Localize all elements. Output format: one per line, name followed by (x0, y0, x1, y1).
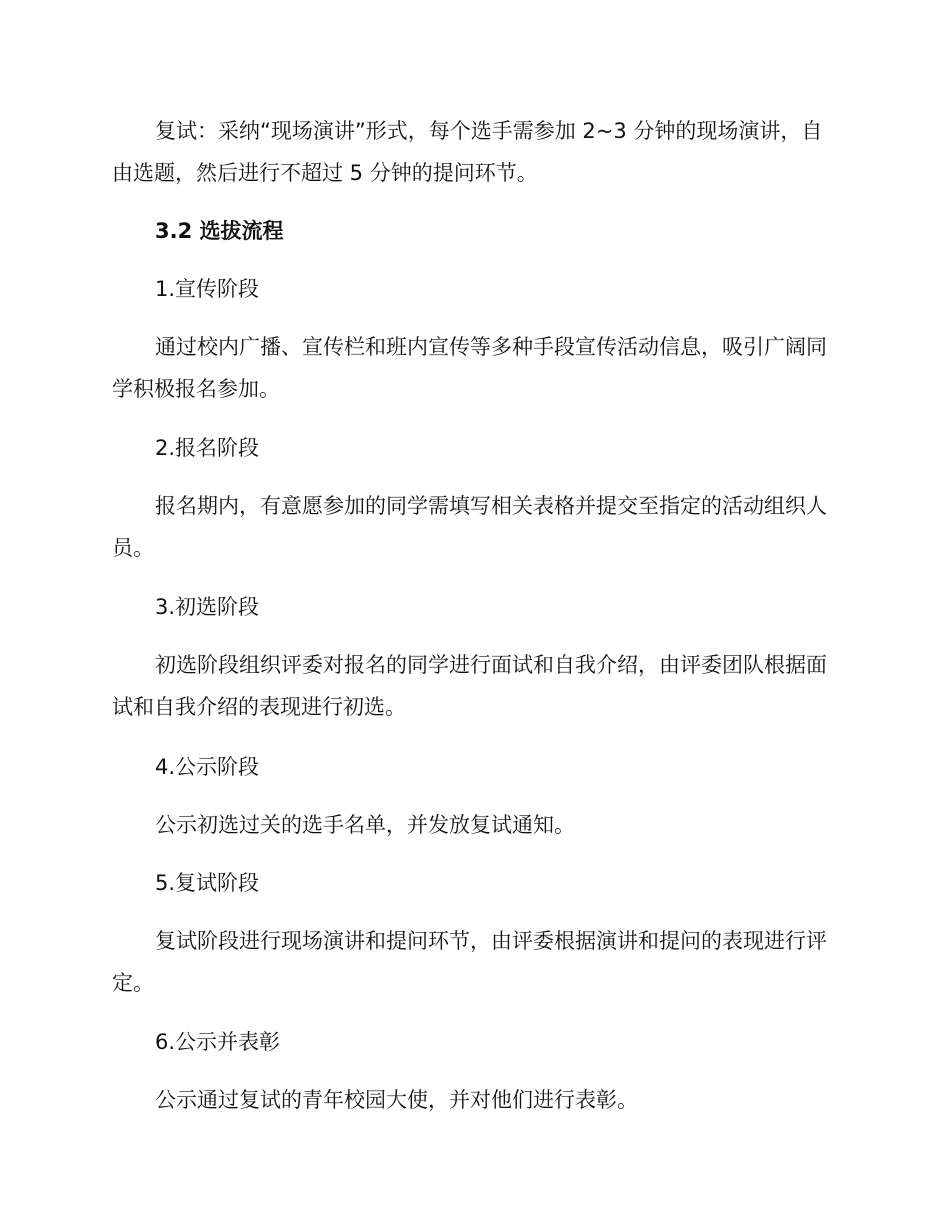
stage-heading-announcement: 4.公示阶段 (155, 755, 260, 779)
paragraph-registration: 报名期内，有意愿参加的同学需填写相关表格并提交至指定的活动组织人员。 (112, 494, 827, 560)
paragraph-commendation: 公示通过复试的青年校园大使，并对他们进行表彰。 (155, 1088, 638, 1112)
paragraph-announcement: 公示初选过关的选手名单，并发放复试通知。 (155, 813, 575, 837)
paragraph-retest-format: 复试：采纳“现场演讲”形式，每个选手需参加 2~3 分钟的现场演讲，自由选题，然后进行不超过 5 分钟的提问环节。 (112, 119, 823, 185)
paragraph-preliminary: 初选阶段组织评委对报名的同学进行面试和自我介绍，由评委团队根据面试和自我介绍的表现进行初选。 (112, 653, 827, 719)
stage-heading-commendation: 6.公示并表彰 (155, 1030, 281, 1054)
paragraph-publicity: 通过校内广播、宣传栏和班内宣传等多种手段宣传活动信息，吸引广阔同学积极报名参加。 (112, 335, 827, 401)
stage-heading-registration: 2.报名阶段 (155, 436, 260, 460)
section-heading-selection-process: 3.2 选拔流程 (155, 219, 284, 243)
stage-heading-publicity: 1.宣传阶段 (155, 277, 260, 301)
stage-heading-retest: 5.复试阶段 (155, 871, 260, 895)
paragraph-retest: 复试阶段进行现场演讲和提问环节，由评委根据演讲和提问的表现进行评定。 (112, 929, 827, 995)
stage-heading-preliminary: 3.初选阶段 (155, 595, 260, 619)
